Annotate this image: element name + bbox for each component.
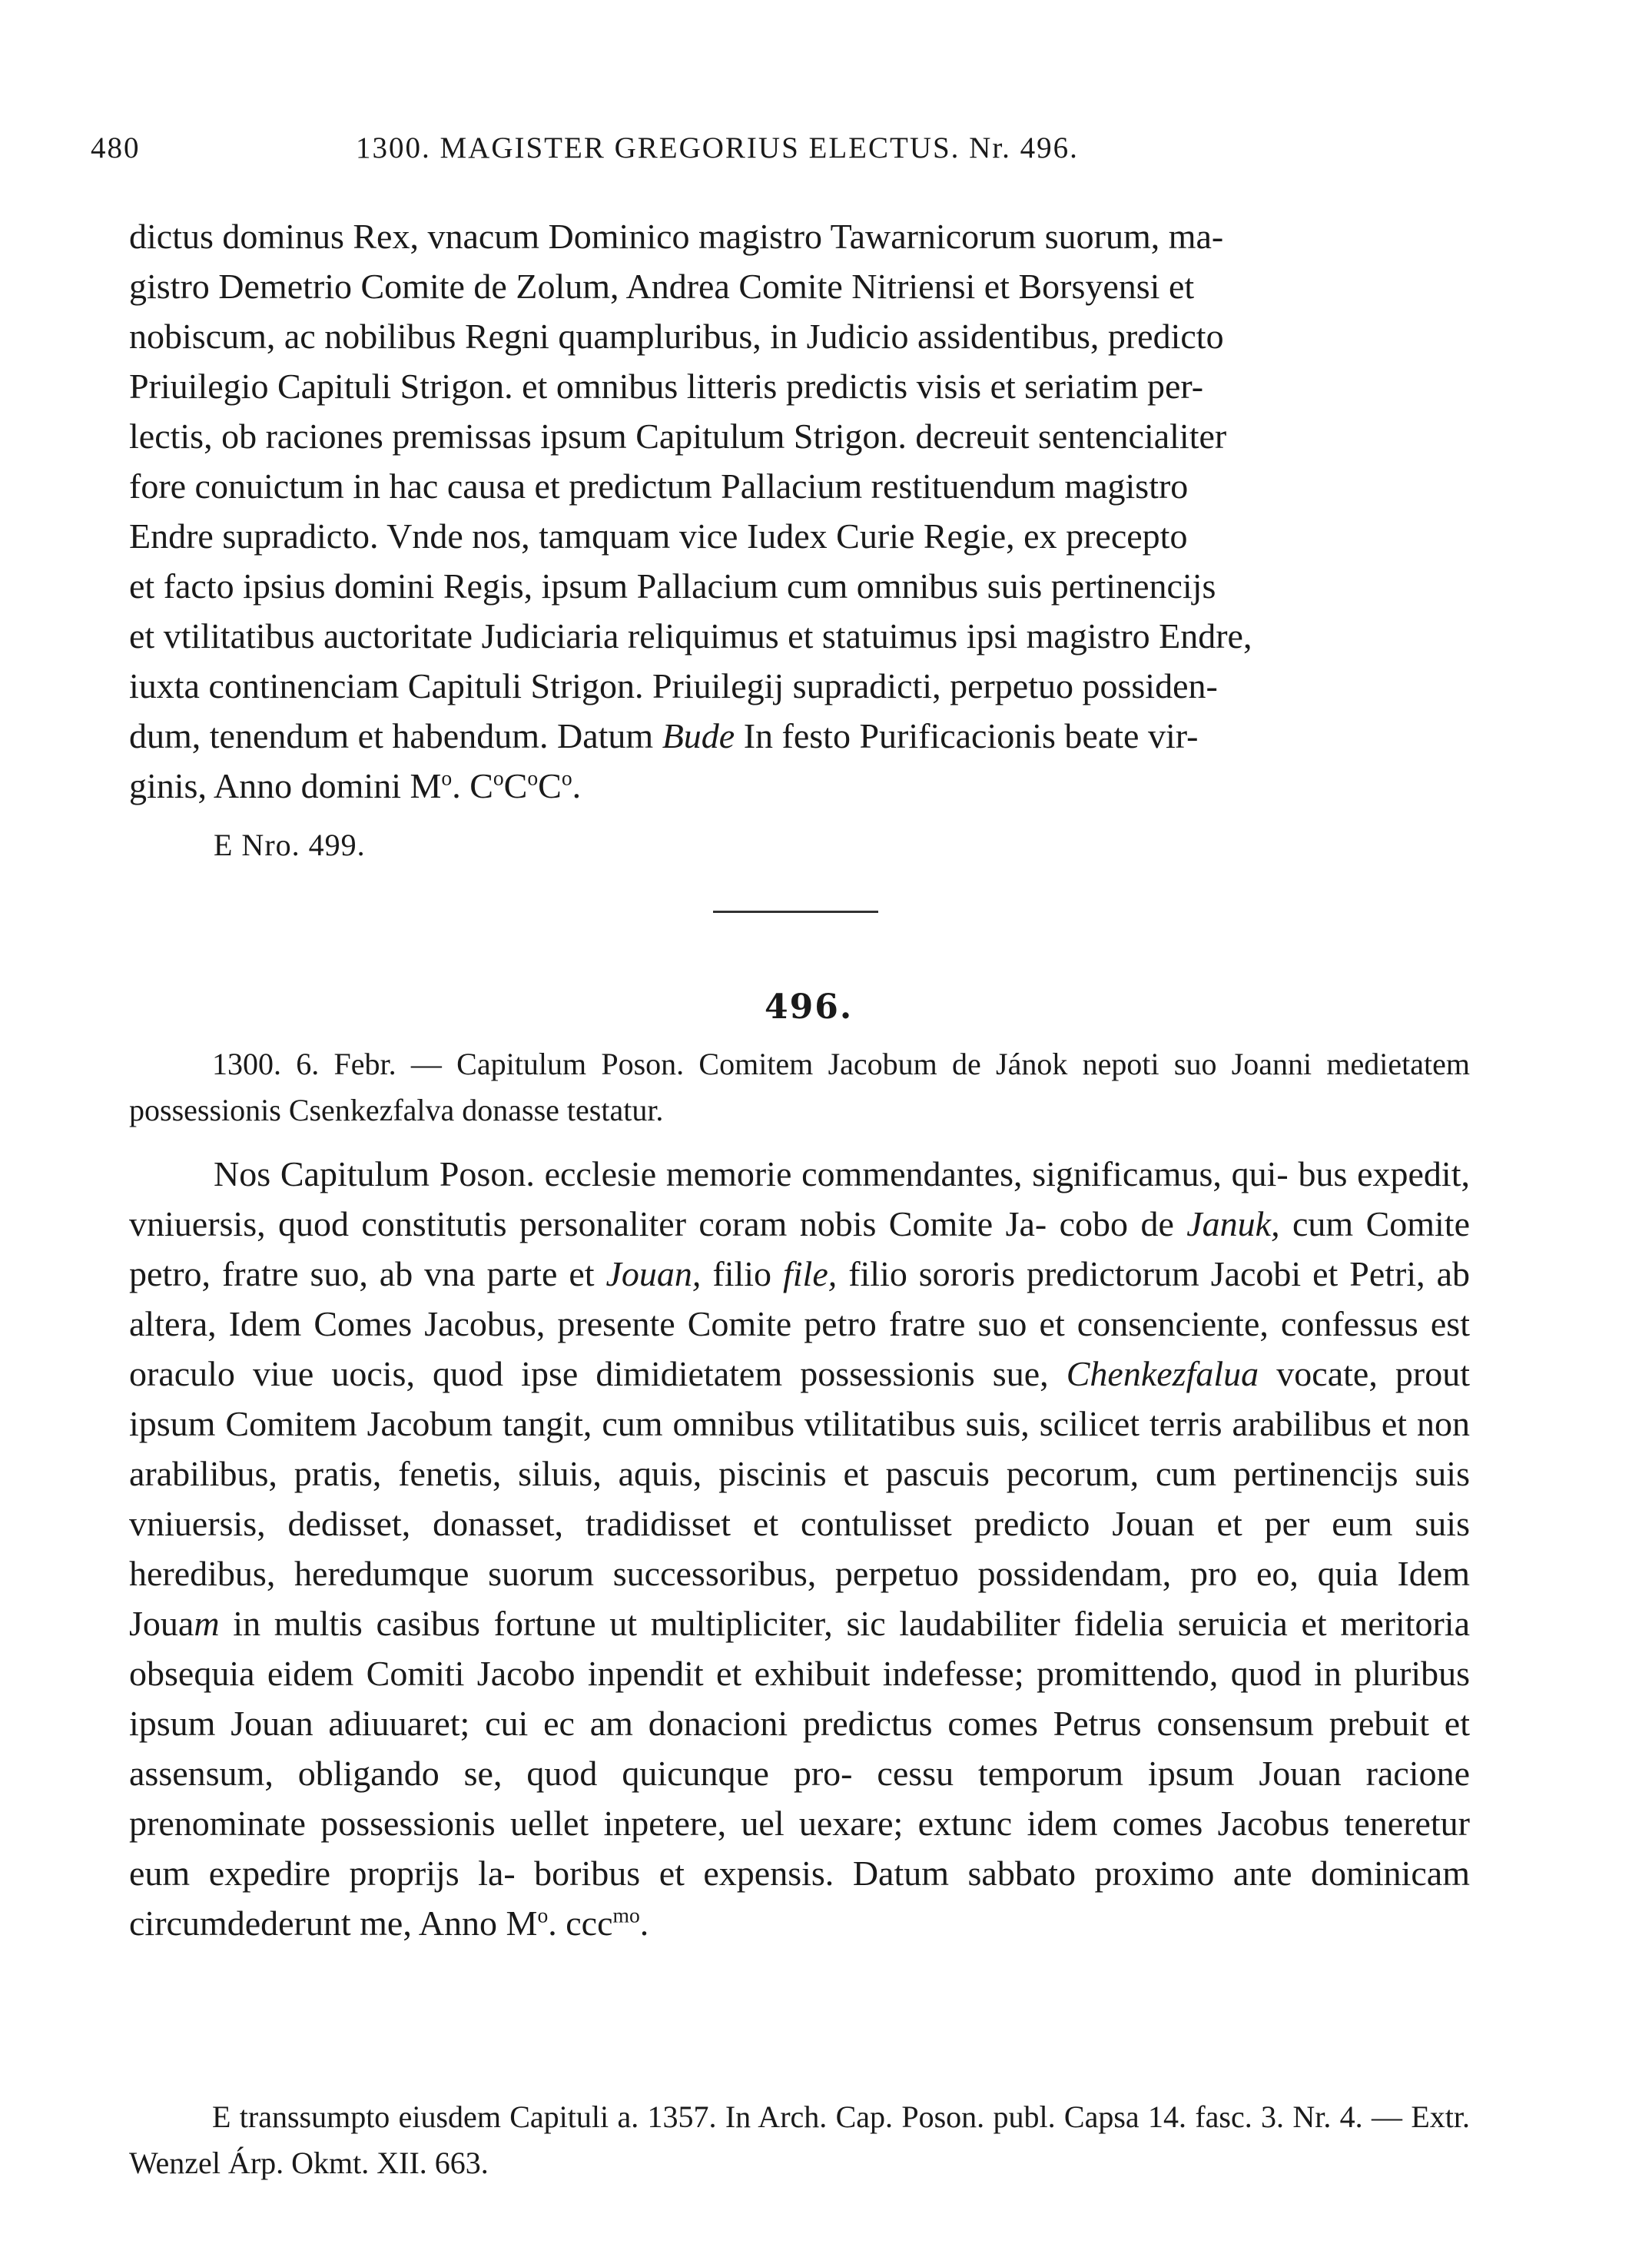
superscript: o xyxy=(493,765,504,790)
charter-text xyxy=(129,1149,1470,1948)
source-note-transsumpt: E transsumpto eiusdem Capituli a. 1357. In Arch. Cap. Poson. publ. Capsa 14. fasc. 3. Nr. 4. — Extr. Wenzel Árp. Okmt. XII. 663. xyxy=(129,2099,1470,2180)
superscript: o xyxy=(527,765,539,790)
text-segment: . C xyxy=(452,766,493,805)
text-segment: dum, tenendum et habendum. Datum xyxy=(129,716,654,755)
text-line: gistro Demetrio Comite de Zolum, Andrea Comite Nitriensi et Borsyensi et xyxy=(129,267,1195,306)
text-line: lectis, ob raciones premissas ipsum Capitulum Strigon. decreuit sentencialiter xyxy=(129,417,1227,456)
text-line: Endre supradicto. Vnde nos, tamquam vice Iudex Curie Regie, ex precepto xyxy=(129,516,1188,556)
continued-paragraph xyxy=(129,211,1470,811)
text-line: et facto ipsius domini Regis, ipsum Pallacium cum omnibus suis pertinencijs xyxy=(129,566,1216,606)
text-line: nobiscum, ac nobilibus Regni quampluribus, in Judicio assidentibus, predicto xyxy=(129,317,1224,356)
place-name: Bude xyxy=(662,716,735,755)
text-segment: . xyxy=(572,766,582,805)
text-line: et vtilitatibus auctoritate Judiciaria reliquimus et statuimus ipsi magistro Endre, xyxy=(129,616,1252,656)
superscript: o xyxy=(441,765,453,790)
superscript: o xyxy=(561,765,572,790)
text-line: dictus dominus Rex, vnacum Dominico magistro Tawarnicorum suorum, ma- xyxy=(129,217,1224,256)
text-segment: In festo Purificacionis beate vir- xyxy=(743,716,1199,755)
running-head-title: 1300. MAGISTER GREGORIUS ELECTUS. Nr. 496. xyxy=(356,131,1079,164)
document-number: 496. xyxy=(765,987,854,1027)
text-segment: . xyxy=(639,1904,649,1943)
place-name: Chenkezfalua xyxy=(1066,1354,1259,1393)
text-line: iuxta continenciam Capituli Strigon. Priuilegij supradicti, perpetuo possiden- xyxy=(129,666,1218,705)
section-divider xyxy=(713,911,878,913)
text-segment: filio xyxy=(712,1254,772,1293)
text-segment: cum Comite petro, fratre suo, ab vna parte et xyxy=(129,1204,1471,1293)
text-segment: C xyxy=(503,766,528,805)
superscript: mo xyxy=(612,1903,640,1927)
place-name: Januk, xyxy=(1186,1204,1280,1243)
text-line: fore conuictum in hac causa et predictum Pallacium restituendum magistro xyxy=(129,466,1189,506)
regest-summary xyxy=(129,1041,1470,1134)
page-number: 480 xyxy=(91,131,141,164)
text-segment: ginis, Anno domini M xyxy=(129,766,442,805)
regest-text: 1300. 6. Febr. — Capitulum Poson. Comitem Jacobum de Jánok nepoti suo Joanni medietatem possessionis Csenkezfalva donasse testatur. xyxy=(129,1047,1470,1127)
text-segment: filio sororis predictorum Jacobi et Petri, ab altera, Idem Comes Jacobus, presente Comite petro fratre suo et consenciente, confessus est oraculo viue uocis, quod ipse dimidietatem possessionis sue, xyxy=(129,1254,1471,1393)
text-segment: Nos Capitulum Poson. ecclesie memorie commendantes, significamus, qui- bus expedit, vniuersis, quod constitutis personaliter coram nobis Comite Ja- cobo de xyxy=(129,1154,1470,1243)
text-segment: in multis casibus fortune ut multipliciter, sic laudabiliter fidelia seruicia et meritoria obsequia eidem Comiti Jacobo inpendit et exhibuit indefesse; promittendo, quod in pluribus ipsum Jouan adiuuaret; cui ec am donacioni predictus comes Petrus consensum prebuit et assensum, obligando se, quod quicunque pro- cessu temporum ipsum Jouan racione prenominate possessionis uellet inpetere, uel uexare; extunc idem comes Jacobus teneretur eum expedire proprijs la- boribus et expensis. Datum sabbato proximo ante dominicam circumdederunt me, Anno M xyxy=(129,1604,1471,1943)
text-segment: vocate, prout ipsum Comitem Jacobum tangit, cum omnibus vtilitatibus suis, scilicet terris arabilibus et non arabilibus, pratis, fenetis, siluis, aquis, piscinis et pascuis pecorum, cum pertinencijs suis vniuersis, dedisset, donasset, tradidisset et contulisset predicto Jouan et per eum suis heredibus, heredumque suorum successoribus, perpetuo possidendam, pro eo, quia Idem Joua xyxy=(129,1354,1471,1643)
person-name: file, xyxy=(782,1254,838,1293)
italic-letter: m xyxy=(194,1604,220,1643)
text-segment: . ccc xyxy=(548,1904,613,1943)
date-line xyxy=(129,761,1470,811)
text-segment: C xyxy=(538,766,562,805)
running-head xyxy=(91,131,1259,177)
text-line: Priuilegio Capituli Strigon. et omnibus litteris predictis visis et seriatim per- xyxy=(129,367,1204,406)
source-note: E Nro. 499. xyxy=(214,828,366,862)
text-line xyxy=(129,711,1470,761)
superscript: o xyxy=(537,1903,549,1927)
person-name: Jouan, xyxy=(605,1254,702,1293)
